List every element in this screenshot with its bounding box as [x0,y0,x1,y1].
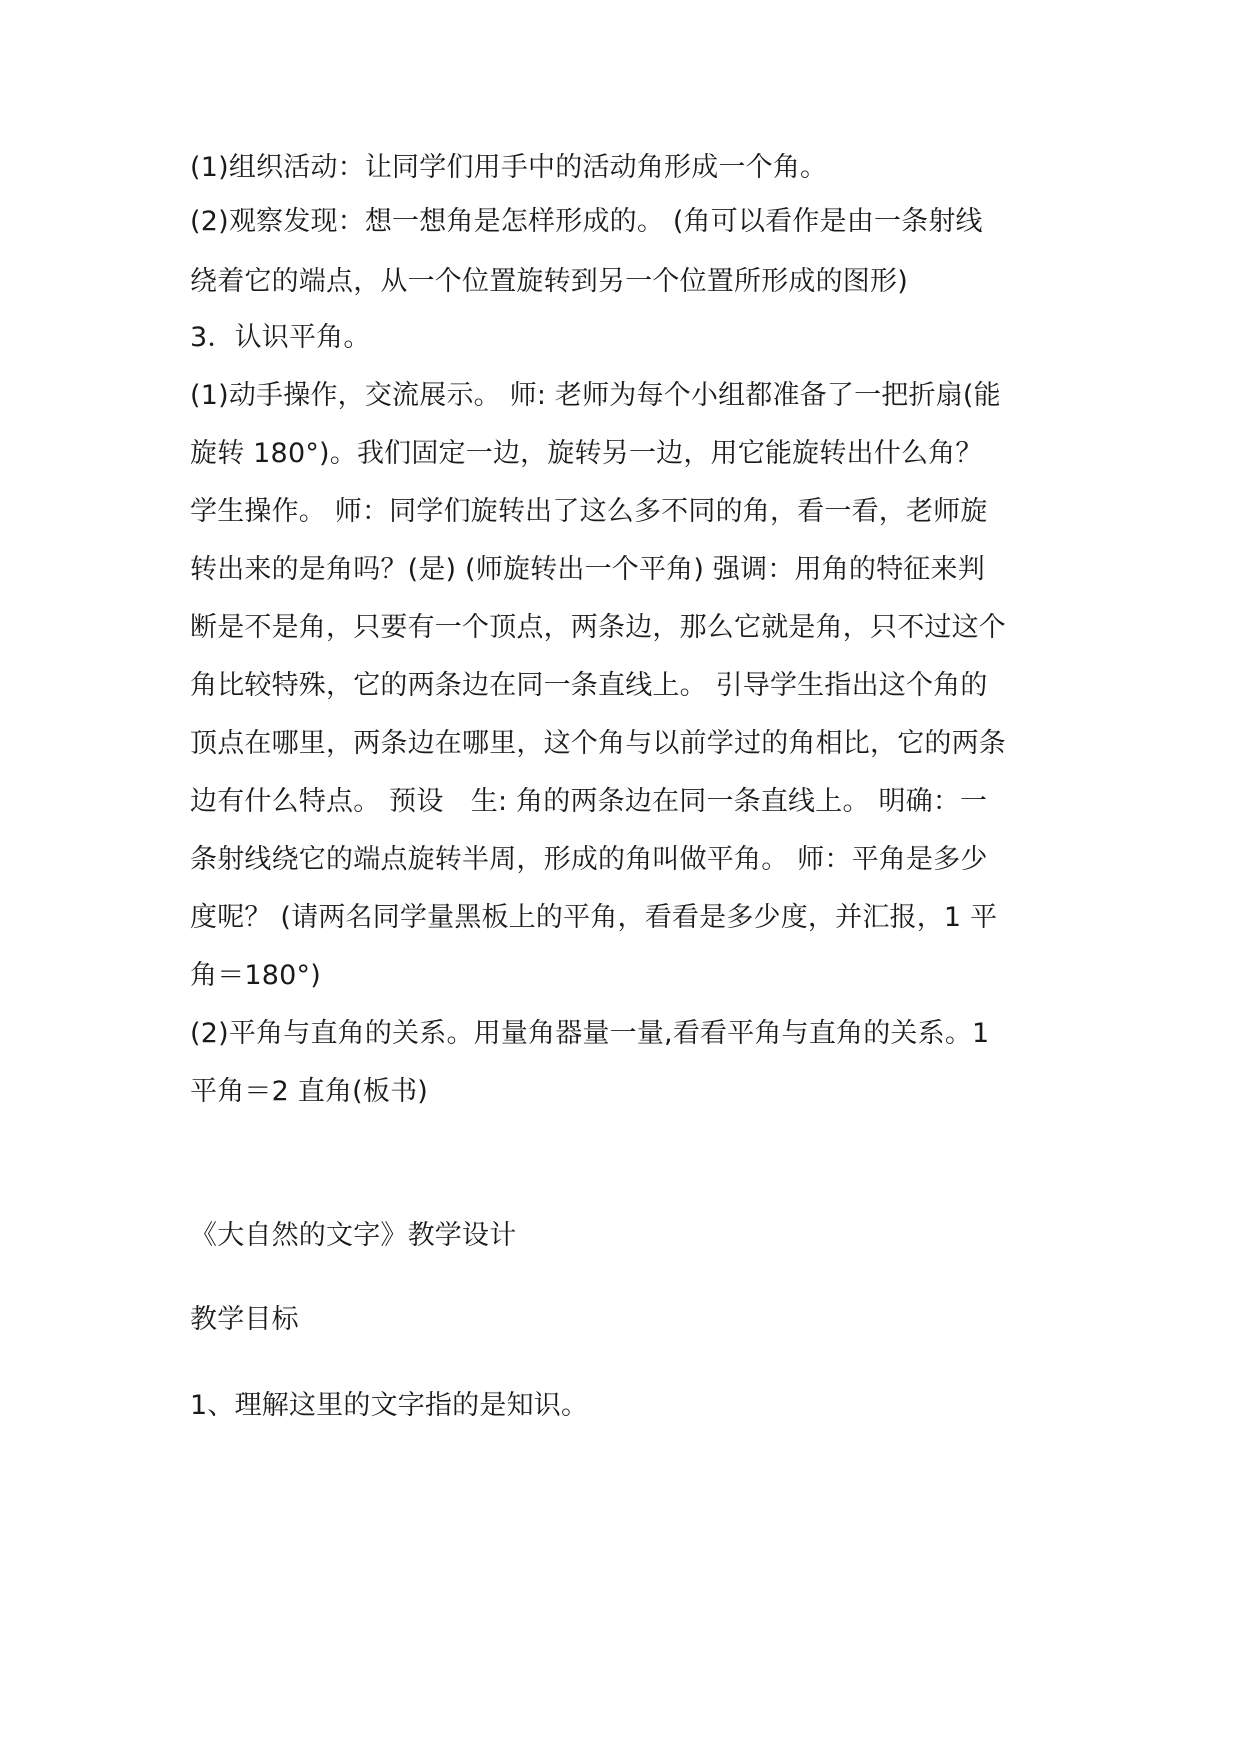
paragraph-line-1: (1)组织活动：让同学们用手中的活动角形成一个角。 [190,152,828,183]
paragraph-line-10: 角比较特殊，它的两条边在同一条直线上。 引导学生指出这个角的 [190,670,988,701]
paragraph-line-13: 条射线绕它的端点旋转半周，形成的角叫做平角。 师：平角是多少 [190,844,988,875]
paragraph-line-3: 绕着它的端点，从一个位置旋转到另一个位置所形成的图形) [190,266,908,297]
paragraph-line-7: 学生操作。 师：同学们旋转出了这么多不同的角，看一看，老师旋 [190,496,988,527]
paragraph-line-17: 平角＝2 直角(板书) [190,1076,429,1107]
objective-item-1: 1、理解这里的文字指的是知识。 [190,1390,589,1421]
document-title: 《大自然的文字》教学设计 [190,1220,517,1251]
paragraph-line-5: (1)动手操作，交流展示。 师: 老师为每个小组都准备了一把折扇(能 [190,380,1001,411]
paragraph-line-16: (2)平角与直角的关系。用量角器量一量,看看平角与直角的关系。1 [190,1018,990,1049]
paragraph-line-12: 边有什么特点。 预设 生: 角的两条边在同一条直线上。 明确：一 [190,786,988,817]
paragraph-line-6: 旋转 180°)。我们固定一边，旋转另一边，用它能旋转出什么角？ [190,438,983,469]
section-heading-objectives: 教学目标 [190,1304,299,1335]
section-heading-3: 3．认识平角。 [190,322,371,353]
paragraph-line-2: (2)观察发现：想一想角是怎样形成的。 (角可以看作是由一条射线 [190,206,983,237]
paragraph-line-8: 转出来的是角吗？(是) (师旋转出一个平角) 强调：用角的特征来判 [190,554,985,585]
paragraph-line-9: 断是不是角，只要有一个顶点，两条边，那么它就是角，只不过这个 [190,612,1006,643]
paragraph-line-14: 度呢？ (请两名同学量黑板上的平角，看看是多少度，并汇报，1 平 [190,902,998,933]
paragraph-line-15: 角＝180°) [190,960,321,991]
paragraph-line-11: 顶点在哪里，两条边在哪里，这个角与以前学过的角相比，它的两条 [190,728,1006,759]
